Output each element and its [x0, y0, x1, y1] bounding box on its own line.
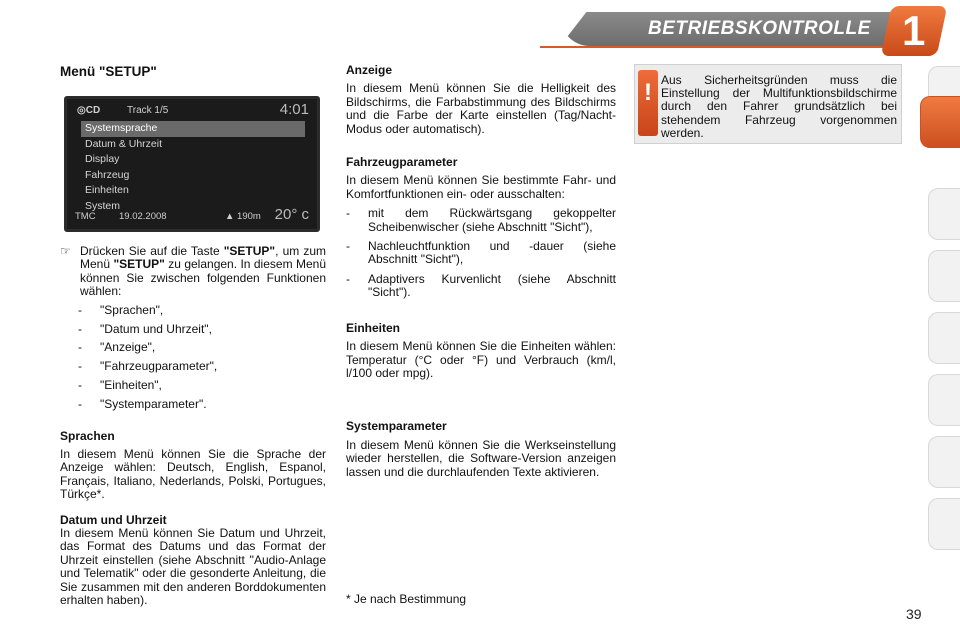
list-item: - "Systemparameter".: [78, 397, 207, 412]
list-item: - "Anzeige",: [78, 340, 156, 355]
section-sprachen: [60, 430, 326, 502]
section-heading: Sprachen: [60, 428, 115, 443]
screen-footer: [73, 206, 313, 225]
screen-menu-item: Display: [85, 153, 120, 165]
page-number: 39: [906, 606, 922, 622]
chapter-tab[interactable]: [928, 436, 960, 488]
screen-date: 19.02.2008: [119, 211, 167, 222]
section-text: In diesem Menü können Sie die Einheiten wählen: Temperatur (°C oder °F) und Verbrauch (km/l, l/100 oder mpg).: [346, 339, 616, 380]
list-item: - "Fahrzeugparameter",: [78, 359, 218, 374]
header-rule: [540, 46, 890, 48]
chapter-tabs: [928, 66, 960, 576]
function-list: [60, 304, 326, 412]
list-item: - "Datum und Uhrzeit",: [78, 321, 212, 336]
screen-status-bar: [73, 103, 313, 119]
screen-menu-item: System: [85, 199, 121, 212]
screen-menu-item: Einheiten: [85, 184, 129, 196]
footnote: * Je nach Bestimmung: [346, 592, 467, 606]
fahrzeug-list: [346, 207, 616, 299]
chapter-badge: [881, 6, 948, 56]
list-item: - Adaptivers Kurvenlicht (siehe Abschnitt "Sicht").: [346, 271, 616, 300]
warning-icon: !: [638, 70, 658, 136]
intro-paragraph: ☞ Drücken Sie auf die Taste "SETUP", um zum Menü "SETUP" zu gelangen. In diesem Menü können Sie zwischen folgenden Funktionen wählen:: [60, 244, 327, 299]
left-column: [60, 245, 326, 607]
chapter-number: 1: [902, 7, 926, 54]
section-heading: Datum und Uhrzeit: [60, 512, 167, 527]
screen-temperature: 20° c: [274, 206, 309, 223]
page-title: Menü "SETUP": [60, 64, 157, 79]
screen-menu-item: Fahrzeug: [85, 168, 130, 181]
chapter-tab[interactable]: [928, 188, 960, 240]
middle-column: [346, 64, 616, 479]
screen-track: Track 1/5: [127, 105, 169, 116]
section-datum: [60, 514, 326, 608]
section-text: In diesem Menü können Sie Datum und Uhrzeit, das Format des Datums und das Format der Uhrzeit einstellen (siehe Abschnitt "Audio-Anlage und Telematik" oder die gesonderte Anleitung, die Sie zusammen mit den anderen Borddokumenten erhalten haben).: [60, 526, 326, 608]
chapter-tab[interactable]: [928, 312, 960, 364]
screen-menu: [81, 121, 305, 214]
screen-menu-item: Systemsprache: [81, 121, 305, 137]
chapter-tab-active[interactable]: [920, 96, 960, 148]
section-heading: Anzeige: [346, 63, 393, 77]
list-item: - "Einheiten",: [78, 378, 162, 393]
chapter-tab[interactable]: [928, 250, 960, 302]
list-item: - mit dem Rückwärtsgang gekoppelter Scheibenwischer (siehe Abschnitt "Sicht"),: [346, 206, 616, 234]
setup-screen-photo: [64, 96, 320, 232]
screen-source: ◎CD: [77, 105, 101, 116]
section-text: In diesem Menü können Sie die Werkseinstellung wieder herstellen, die Software-Version anzeigen lassen und die durchlaufenden Texte aktivieren.: [346, 437, 616, 479]
screen-clock: 4:01: [279, 101, 309, 118]
screen-distance: ▲ 190m: [225, 211, 261, 222]
section-heading: Fahrzeugparameter: [346, 155, 458, 170]
bullet-icon: ☞: [60, 244, 71, 258]
chapter-tab[interactable]: [928, 374, 960, 426]
section-heading: Systemparameter: [346, 419, 447, 434]
screen-menu-item: Datum & Uhrzeit: [85, 137, 163, 150]
chapter-tab[interactable]: [928, 498, 960, 550]
chapter-title: BETRIEBSKONTROLLE: [648, 18, 871, 39]
section-text: In diesem Menü können Sie bestimmte Fahr- und Komfortfunktionen ein- oder ausschalten:: [346, 173, 616, 201]
list-item: - "Sprachen",: [78, 302, 164, 317]
section-text: In diesem Menü können Sie die Helligkeit des Bildschirms, die Farbabstimmung des Bildschirms und die Farbe der Karte einstellen (Tag/Nacht-Modus oder automatisch).: [346, 81, 616, 136]
list-item: - Nachleuchtfunktion und -dauer (siehe Abschnitt "Sicht"),: [346, 239, 616, 267]
section-text: In diesem Menü können Sie die Sprache der Anzeige wählen: Deutsch, English, Espanol, Français, Italiano, Nederlands, Polski, Portugues, Türkçe*.: [60, 446, 326, 502]
warning-text: Aus Sicherheitsgründen muss die Einstellung der Multifunktionsbildschirme durch den Fahrer grundsätzlich bei stehendem Fahrzeug vorgenommen werden.: [661, 73, 897, 140]
screen-tmc: TMC: [75, 211, 96, 222]
section-heading: Einheiten: [346, 320, 401, 335]
